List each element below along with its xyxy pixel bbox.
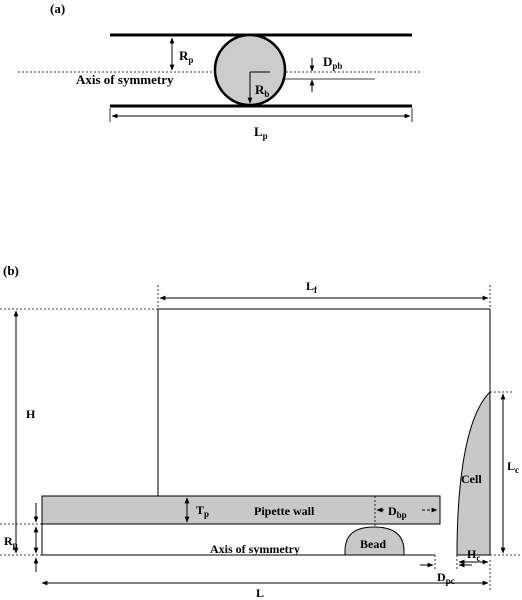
- pipette-wall-label: Pipette wall: [254, 504, 315, 518]
- rp-label-a: $R_p$: [179, 48, 194, 65]
- panel-b: [0, 263, 522, 600]
- dbp-label: $D_{bp}$: [388, 504, 407, 520]
- axis-label-b: Axis of symmetry: [210, 542, 300, 556]
- lp-label: $L_p$: [254, 124, 268, 141]
- hc-label: $H_c$: [467, 547, 481, 563]
- panel-a: [18, 1, 420, 141]
- tp-label: $T_p$: [196, 503, 210, 519]
- dpc-label: $D_{pc}$: [437, 570, 455, 586]
- lf-label: $L_f$: [306, 279, 318, 295]
- lc-label: $L_c$: [507, 459, 520, 475]
- panel-b-tag: (b): [3, 263, 19, 278]
- rp-label-b: $R_p$: [4, 534, 18, 550]
- axis-label-a: Axis of symmetry: [76, 72, 174, 87]
- l-label: L: [256, 586, 265, 600]
- bead-label: Bead: [360, 537, 387, 551]
- h-label: H: [26, 407, 36, 421]
- dpb-label: $D_{pb}$: [323, 54, 343, 71]
- pipette-wall: [42, 496, 440, 524]
- rb-label: $R_b$: [255, 82, 270, 99]
- panel-a-tag: (a): [50, 1, 66, 16]
- cell-label: Cell: [461, 472, 482, 486]
